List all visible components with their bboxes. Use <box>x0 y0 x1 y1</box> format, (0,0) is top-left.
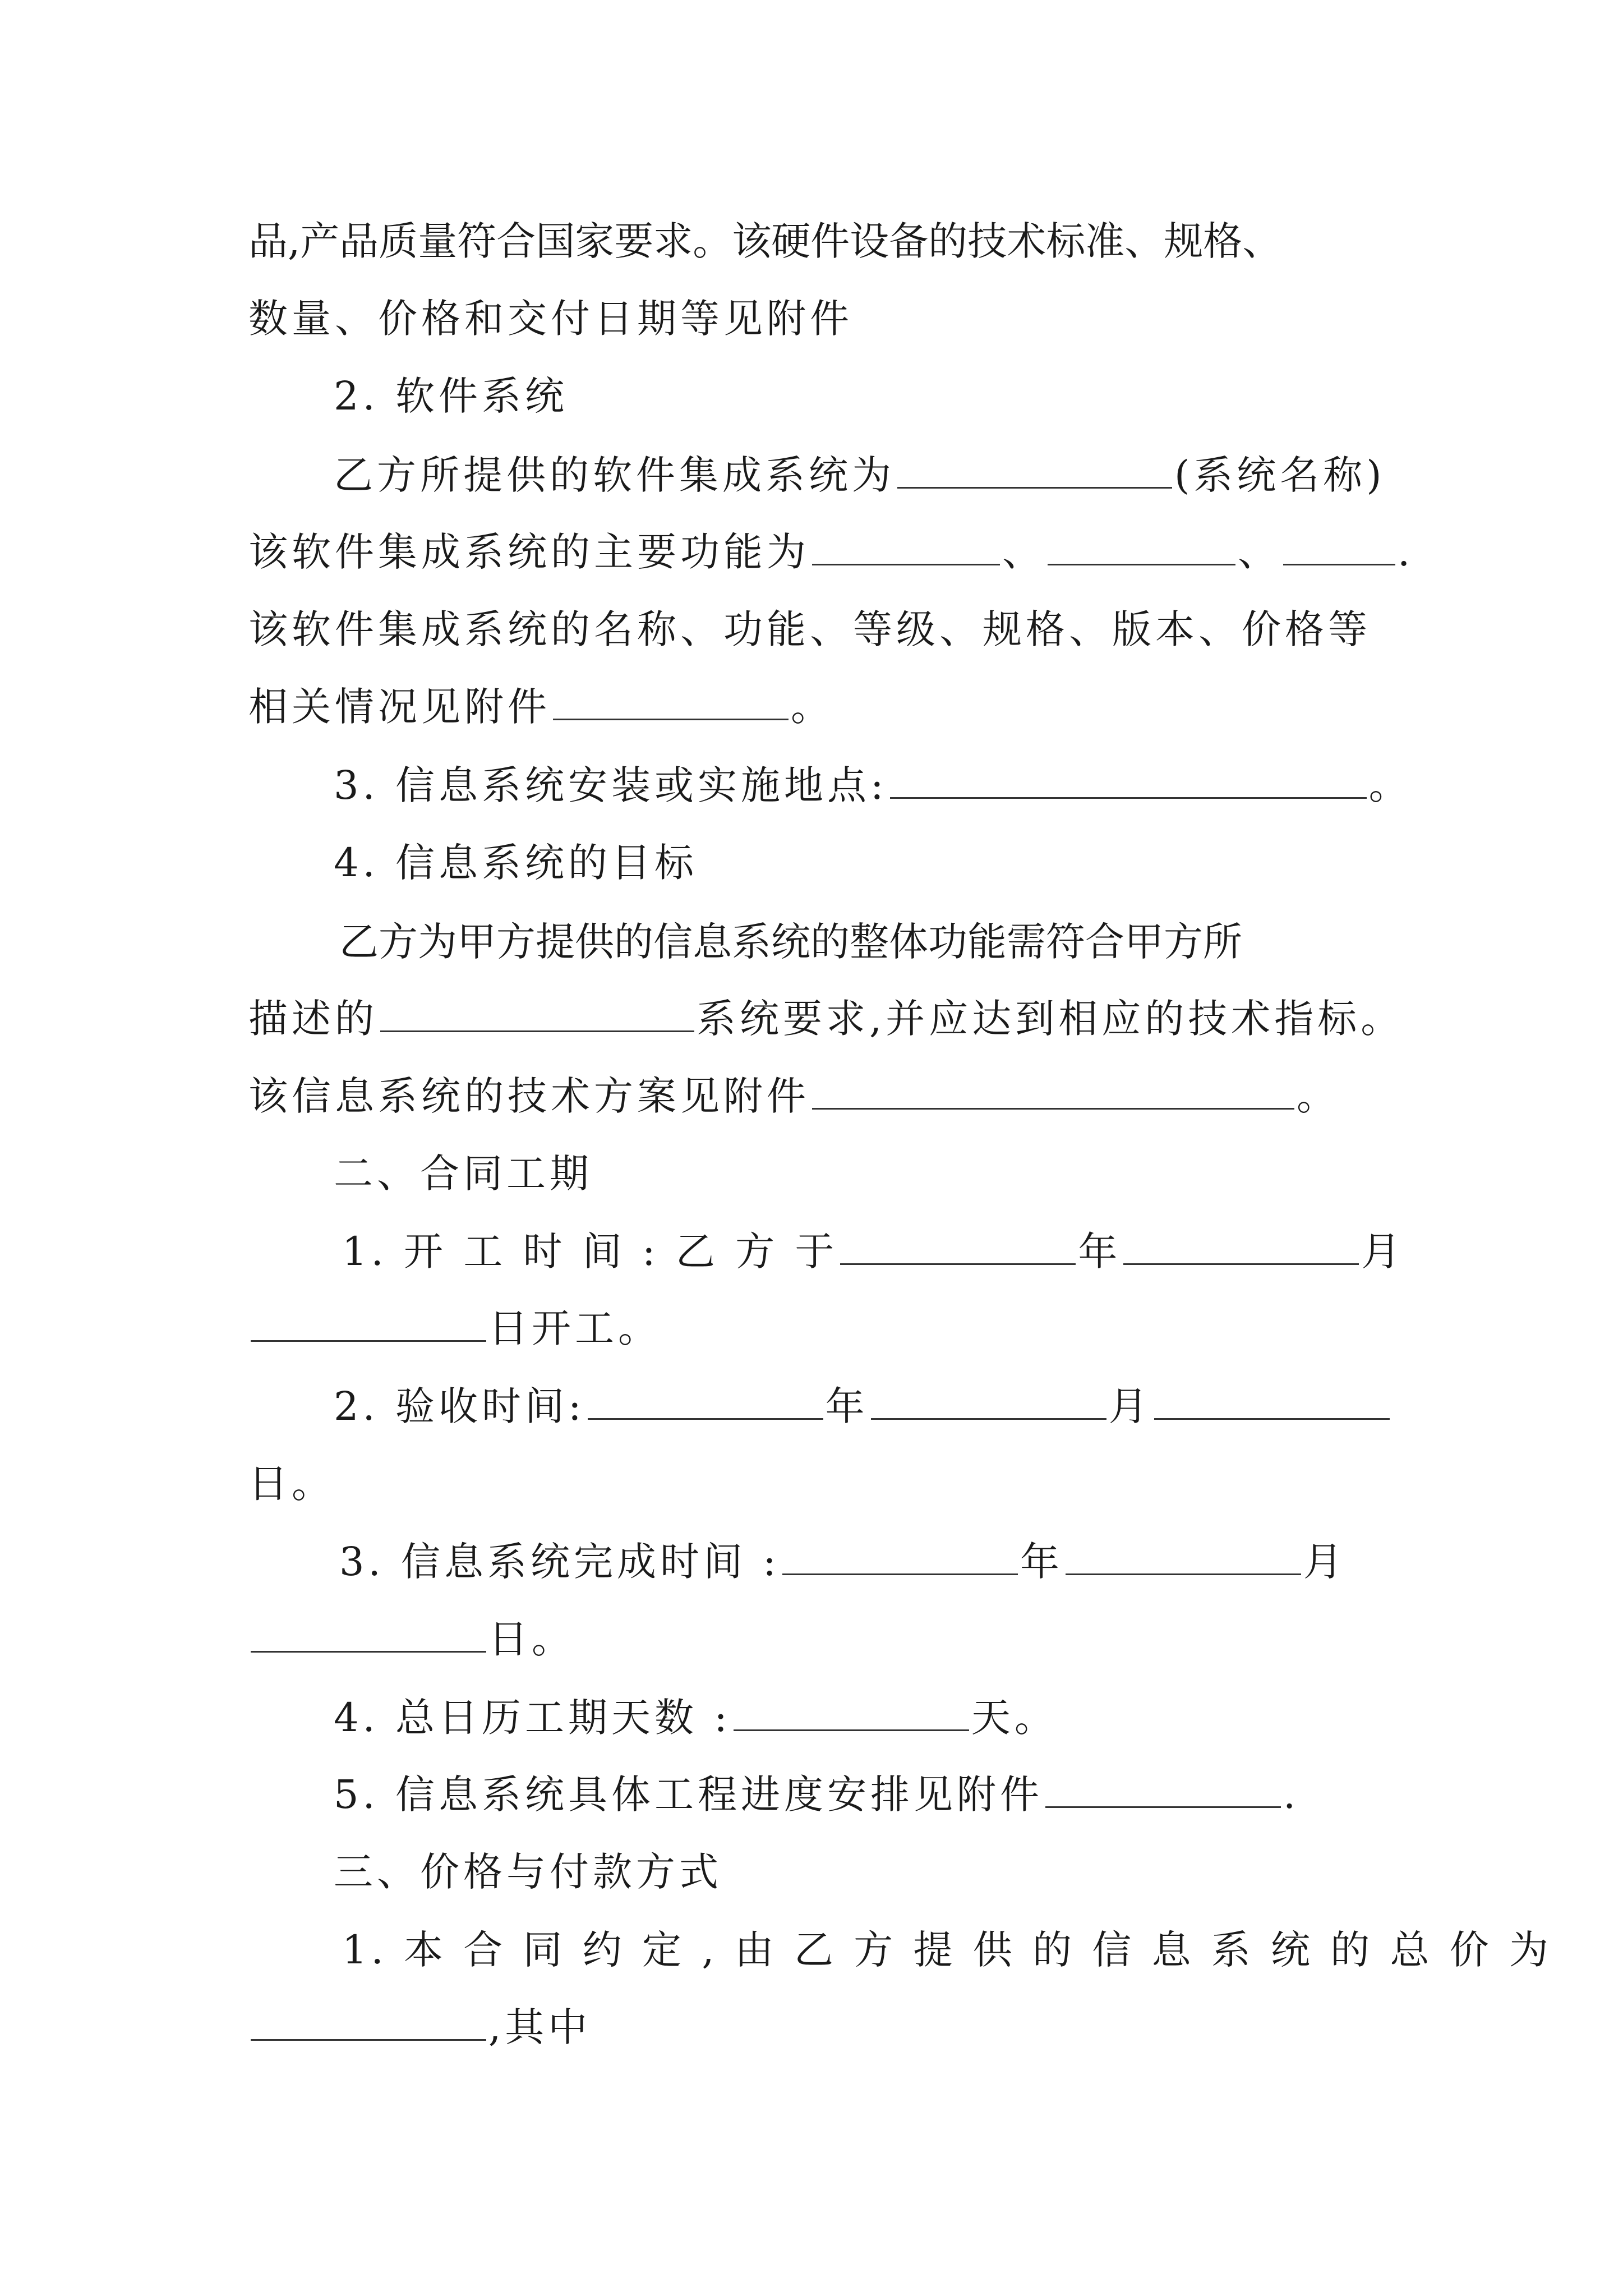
paragraph-line <box>248 1297 1387 1359</box>
paragraph-line <box>248 288 1387 349</box>
paragraph-line <box>248 676 1387 738</box>
text-segment: 、 <box>1238 529 1281 575</box>
text-segment: 。 <box>791 684 834 730</box>
paragraph-line <box>248 521 1414 583</box>
text-segment: 品,产品质量符合国家要求。该硬件设备的技术标准、规格、 <box>248 218 1282 264</box>
paragraph-line <box>248 1453 1387 1515</box>
section-heading <box>334 832 1472 894</box>
blank-field[interactable] <box>812 1072 1294 1110</box>
paragraph-line <box>248 1608 1387 1670</box>
text-segment: 相关情况见附件 <box>248 684 551 730</box>
blank-field[interactable] <box>897 451 1172 489</box>
text-segment: 该软件集成系统的名称、功能、等级、规格、版本、价格等 <box>248 606 1371 652</box>
text-segment: 月 <box>1361 1228 1405 1274</box>
blank-field[interactable] <box>1154 1382 1390 1420</box>
paragraph-line <box>248 599 1387 660</box>
blank-field[interactable] <box>840 1227 1076 1265</box>
text-segment: . <box>1283 1772 1300 1818</box>
section-heading <box>334 1143 1472 1204</box>
paragraph-line <box>248 1065 1387 1127</box>
text-segment: 1. 本 合 同 约 定 , 由 乙 方 提 供 的 信 息 系 统 的 总 价 为 <box>342 1927 1553 1973</box>
text-segment: 2. 软件系统 <box>334 373 569 419</box>
blank-field[interactable] <box>890 761 1367 799</box>
text-segment: 数量、价格和交付日期等见附件 <box>248 296 853 342</box>
text-segment: 2. 验收时间: <box>334 1383 585 1429</box>
paragraph-line <box>339 911 1387 973</box>
blank-field[interactable] <box>812 528 1000 565</box>
text-segment: 3. 信息系统安装或实施地点: <box>334 762 888 808</box>
blank-field[interactable] <box>1283 528 1395 565</box>
text-segment: 描述的 <box>248 996 378 1042</box>
text-segment: ,其中 <box>488 2004 592 2050</box>
text-segment: 天。 <box>971 1695 1058 1741</box>
paragraph-line <box>342 1221 1481 1282</box>
paragraph-line <box>342 1919 1553 1981</box>
text-segment: 年 <box>1020 1539 1063 1585</box>
blank-field[interactable] <box>251 1304 486 1342</box>
blank-field[interactable] <box>251 1615 486 1653</box>
blank-field[interactable] <box>251 2003 486 2041</box>
text-segment: 月 <box>1108 1383 1152 1429</box>
text-segment: 。 <box>1297 1073 1340 1119</box>
blank-field[interactable] <box>1045 1770 1281 1808</box>
text-segment: 、 <box>1002 529 1045 575</box>
text-segment: 乙方所提供的软件集成系统为 <box>334 452 895 498</box>
text-segment: 日。 <box>488 1616 575 1662</box>
text-segment: 日。 <box>248 1461 335 1507</box>
text-segment: 4. 总日历工期天数 : <box>334 1695 731 1741</box>
paragraph-line <box>248 1996 1387 2058</box>
text-segment: 系统要求,并应达到相应的技术指标。 <box>697 996 1404 1042</box>
text-segment: 5. 信息系统具体工程进度安排见附件 <box>334 1772 1044 1818</box>
paragraph-line <box>334 1375 1472 1437</box>
text-segment: . <box>1398 529 1414 575</box>
text-segment: 二、合同工期 <box>334 1151 593 1197</box>
section-heading <box>334 365 1472 427</box>
text-segment: 月 <box>1303 1539 1347 1585</box>
paragraph-line <box>334 444 1472 506</box>
blank-field[interactable] <box>588 1382 823 1420</box>
blank-field[interactable] <box>734 1694 969 1731</box>
text-segment: 日开工。 <box>488 1305 661 1351</box>
text-segment: 三、价格与付款方式 <box>334 1849 722 1895</box>
text-segment: 4. 信息系统的目标 <box>334 840 698 886</box>
paragraph-line <box>248 988 1404 1050</box>
paragraph-line <box>334 754 1472 816</box>
blank-field[interactable] <box>1048 528 1235 565</box>
text-segment: 年 <box>825 1383 869 1429</box>
text-segment: 该信息系统的技术方案见附件 <box>248 1073 810 1119</box>
text-segment: 1. 开 工 时 间 : 乙 方 于 <box>342 1228 838 1274</box>
blank-field[interactable] <box>380 995 694 1032</box>
paragraph-line <box>334 1687 1472 1749</box>
blank-field[interactable] <box>871 1382 1106 1420</box>
text-segment: 该软件集成系统的主要功能为 <box>248 529 810 575</box>
blank-field[interactable] <box>1066 1538 1301 1575</box>
blank-field[interactable] <box>782 1538 1018 1575</box>
text-segment: (系统名称) <box>1174 452 1386 498</box>
text-segment: 3. 信息系统完成时间 : <box>339 1539 780 1585</box>
paragraph-line <box>248 210 1387 272</box>
paragraph-line <box>339 1531 1478 1593</box>
blank-field[interactable] <box>1123 1227 1359 1265</box>
text-segment: 年 <box>1078 1228 1122 1274</box>
blank-field[interactable] <box>553 683 789 720</box>
paragraph-line <box>334 1764 1472 1825</box>
text-segment: 乙方为甲方提供的信息系统的整体功能需符合甲方所 <box>339 919 1242 965</box>
text-segment: 。 <box>1368 762 1412 808</box>
section-heading <box>334 1841 1472 1903</box>
